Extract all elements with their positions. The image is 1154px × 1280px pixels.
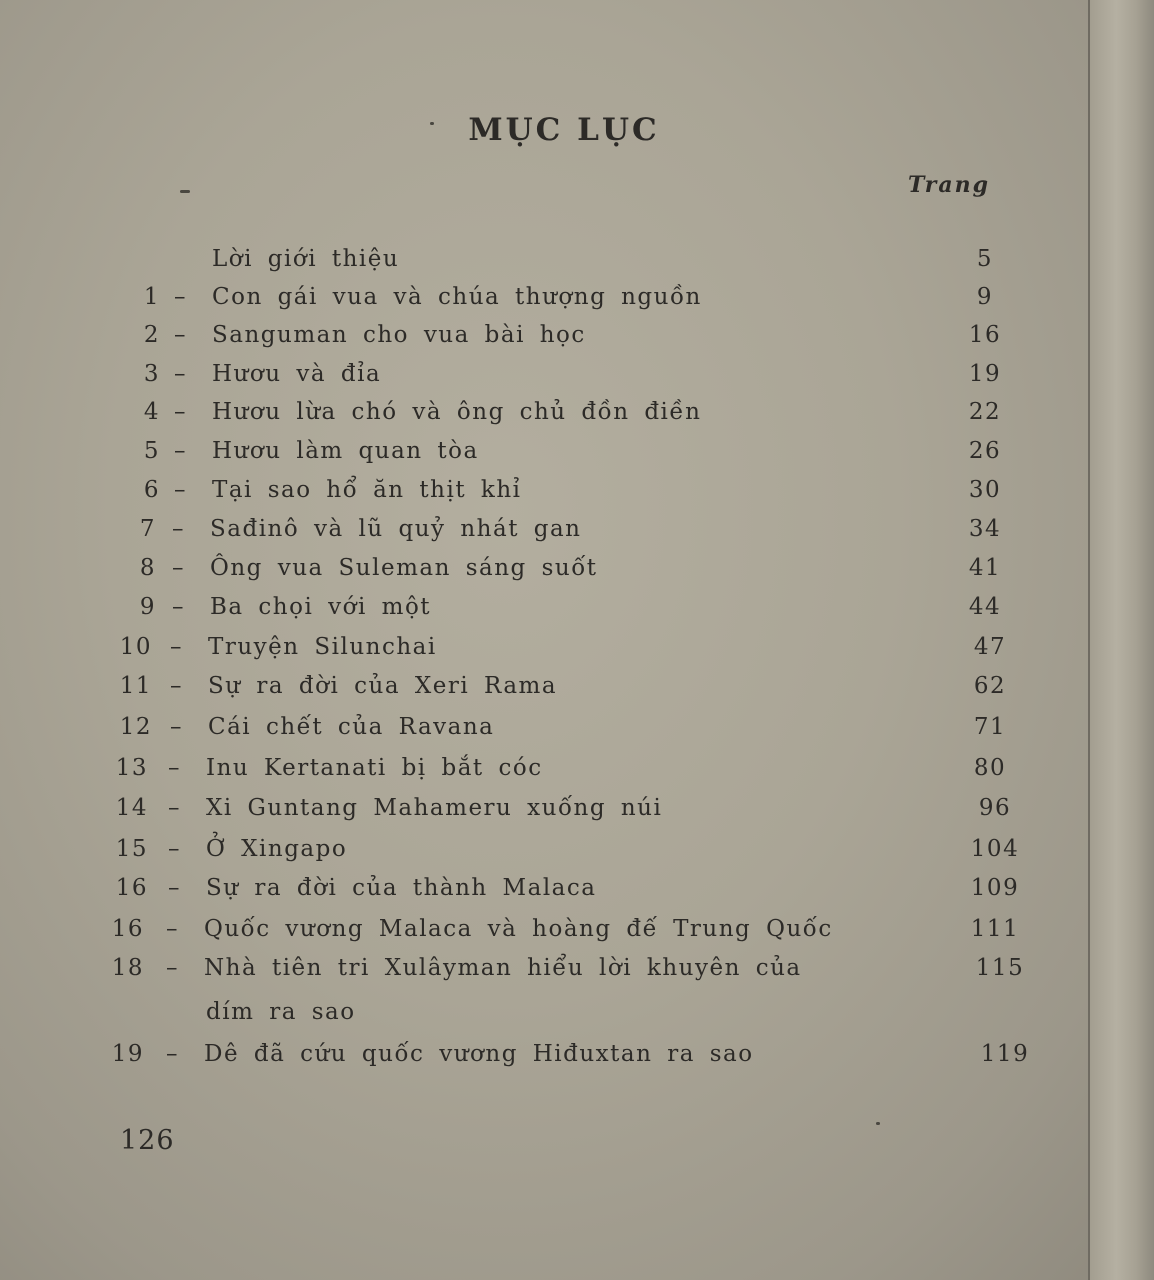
toc-entry — [0, 830, 1120, 868]
entry-number: 19 — [111, 1041, 144, 1067]
entry-title: Hươu làm quan tòa — [212, 438, 479, 464]
entry-page: 119 — [980, 1041, 1030, 1067]
entry-title: Con gái vua và chúa thượng nguồn — [212, 284, 702, 310]
entry-page: 34 — [968, 516, 1002, 542]
toc-entry — [0, 789, 1120, 827]
toc-entry — [0, 355, 1120, 393]
entry-number: 1 — [143, 284, 160, 310]
toc-entry — [0, 471, 1120, 509]
toc-entry — [0, 1035, 1120, 1073]
entry-page: 26 — [968, 438, 1002, 464]
entry-title: Quốc vương Malaca và hoàng đế Trung Quốc — [204, 916, 833, 942]
entry-title: Tại sao hổ ăn thịt khỉ — [212, 477, 522, 503]
entry-page: 71 — [973, 714, 1007, 740]
entry-page: 9 — [976, 284, 994, 310]
entry-dash: – — [174, 399, 187, 425]
entry-title: Lời giới thiệu — [212, 246, 400, 272]
entry-number: 7 — [139, 516, 156, 542]
entry-page: 16 — [968, 322, 1002, 348]
entry-title: Sađinô và lũ quỷ nhát gan — [210, 516, 582, 542]
entry-dash: – — [174, 361, 187, 387]
entry-page: 47 — [973, 634, 1007, 660]
toc-entry — [0, 588, 1120, 626]
toc-entry — [0, 708, 1120, 746]
toc-entry — [0, 549, 1120, 587]
entry-dash: – — [170, 673, 183, 699]
entry-number: 3 — [143, 361, 160, 387]
entry-number: 14 — [115, 795, 148, 821]
toc-entry-continuation — [0, 993, 1120, 1031]
entry-dash: – — [174, 477, 187, 503]
entry-number: 18 — [111, 955, 144, 981]
entry-dash: – — [172, 594, 185, 620]
entry-dash: – — [168, 795, 181, 821]
entry-number: 12 — [119, 714, 152, 740]
entry-title-continuation: dím ra sao — [206, 999, 356, 1025]
entry-dash: – — [172, 516, 185, 542]
entry-title: Truyện Silunchai — [208, 634, 437, 660]
toc-entry — [0, 949, 1120, 987]
entry-dash: – — [166, 955, 179, 981]
entry-page: 109 — [970, 875, 1020, 901]
entry-title: Sự ra đời của thành Malaca — [206, 875, 597, 901]
entry-dash: – — [170, 714, 183, 740]
entry-title: Hươu lừa chó và ông chủ đồn điền — [212, 399, 702, 425]
entry-page: 62 — [973, 673, 1007, 699]
entry-number: 13 — [115, 755, 148, 781]
toc-entry — [0, 393, 1120, 431]
toc-entry — [0, 749, 1120, 787]
entry-title: Hươu và đỉa — [212, 361, 382, 387]
entry-number: 2 — [143, 322, 160, 348]
entry-number: 15 — [115, 836, 148, 862]
toc-entry — [0, 910, 1120, 948]
entry-dash: – — [170, 634, 183, 660]
entry-page: 19 — [968, 361, 1002, 387]
toc-entry — [0, 667, 1120, 705]
toc-entry — [0, 510, 1120, 548]
entry-dash: – — [168, 836, 181, 862]
entry-page: 80 — [973, 755, 1007, 781]
entry-number: 8 — [139, 555, 156, 581]
page-number: 126 — [120, 1125, 175, 1156]
entry-number: 16 — [111, 916, 144, 942]
entry-title: Ở Xingapo — [206, 836, 348, 862]
entry-number: 16 — [115, 875, 148, 901]
entry-page: 115 — [975, 955, 1025, 981]
entry-dash: – — [166, 916, 179, 942]
toc-entry — [0, 316, 1120, 354]
entry-page: 104 — [970, 836, 1020, 862]
entry-dash: – — [174, 322, 187, 348]
entry-dash: – — [174, 438, 187, 464]
print-speck — [180, 190, 190, 193]
entry-number: 11 — [119, 673, 152, 699]
entry-dash: – — [168, 875, 181, 901]
entry-title: Inu Kertanati bị bắt cóc — [206, 755, 543, 781]
print-speck — [430, 122, 434, 125]
entry-title: Ông vua Suleman sáng suốt — [210, 555, 598, 581]
entry-number: 5 — [143, 438, 160, 464]
page-column-header: Trang — [908, 172, 990, 198]
entry-dash: – — [166, 1041, 179, 1067]
entry-page: 41 — [968, 555, 1002, 581]
entry-page: 22 — [968, 399, 1002, 425]
entry-dash: – — [174, 284, 187, 310]
entry-title: Xi Guntang Mahameru xuống núi — [206, 795, 663, 821]
entry-title: Dê đã cứu quốc vương Hiđuxtan ra sao — [204, 1041, 754, 1067]
entry-page: 111 — [970, 916, 1020, 942]
entry-title: Nhà tiên tri Xulâyman hiểu lời khuyên của — [204, 955, 802, 981]
entry-page: 5 — [976, 246, 994, 272]
entry-page: 96 — [978, 795, 1012, 821]
print-speck — [876, 1122, 880, 1125]
toc-entry — [0, 240, 1120, 278]
entry-title: Cái chết của Ravana — [208, 714, 495, 740]
toc-entry — [0, 628, 1120, 666]
entry-number: 4 — [143, 399, 160, 425]
entry-title: Sự ra đời của Xeri Rama — [208, 673, 558, 699]
entry-dash: – — [168, 755, 181, 781]
toc-entry — [0, 278, 1120, 316]
entry-title: Sanguman cho vua bài học — [212, 322, 586, 348]
entry-page: 30 — [968, 477, 1002, 503]
toc-entry — [0, 432, 1120, 470]
page-edge — [1088, 0, 1154, 1280]
entry-page: 44 — [968, 594, 1002, 620]
toc-entry — [0, 869, 1120, 907]
entry-number: 6 — [143, 477, 160, 503]
entry-title: Ba chọi với một — [210, 594, 432, 620]
entry-number: 10 — [119, 634, 152, 660]
entry-dash: – — [172, 555, 185, 581]
toc-title: MỤC LỤC — [468, 112, 660, 148]
entry-number: 9 — [139, 594, 156, 620]
